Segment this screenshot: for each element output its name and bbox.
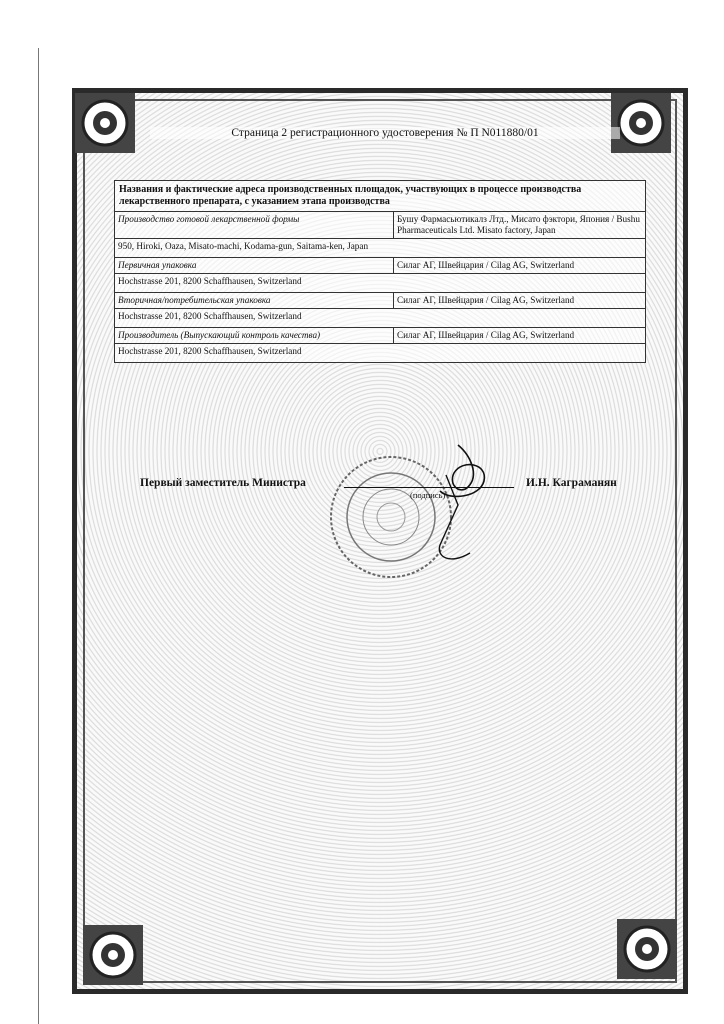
table-row [115,258,646,274]
signature-caption: (подпись) [410,490,446,500]
corner-ornament-bottom-left [80,922,146,988]
company-cell: Силаг АГ, Швейцария / Cilag AG, Switzerland [394,328,646,344]
address-cell: Hochstrasse 201, 8200 Schaffhausen, Switzerland [115,309,646,328]
handwritten-signature [410,435,500,575]
table-row [115,274,646,293]
table-row [115,212,646,239]
address-cell: 950, Hiroki, Oaza, Misato-machi, Kodama-gun, Saitama-ken, Japan [115,239,646,258]
page-margin-line [38,48,39,1024]
table-header: Названия и фактические адреса производственных площадок, участвующих в процессе производства лекарственного препарата, с указанием этапа производства [115,181,646,212]
signer-name: И.Н. Каграманян [526,477,617,489]
production-sites-table [114,180,646,363]
table-row [115,239,646,258]
table-row [115,328,646,344]
address-cell: Hochstrasse 201, 8200 Schaffhausen, Switzerland [115,344,646,363]
signer-title: Первый заместитель Министра [140,477,306,489]
table-row [115,344,646,363]
table-header-row [115,181,646,212]
corner-ornament-bottom-right [614,916,680,982]
table-row [115,309,646,328]
corner-ornament-top-right [608,90,674,156]
stage-cell: Вторичная/потребительская упаковка [115,293,394,309]
table-row [115,293,646,309]
address-cell: Hochstrasse 201, 8200 Schaffhausen, Switzerland [115,274,646,293]
company-cell: Бушу Фармасьютикалз Лтд., Мисато фэктори, Япония / Bushu Pharmaceuticals Ltd. Misato factory, Japan [394,212,646,239]
stage-cell: Производитель (Выпускающий контроль качества) [115,328,394,344]
stage-cell: Производство готовой лекарственной формы [115,212,394,239]
company-cell: Силаг АГ, Швейцария / Cilag AG, Switzerland [394,258,646,274]
stage-cell: Первичная упаковка [115,258,394,274]
page-heading: Страница 2 регистрационного удостоверения № П N011880/01 [150,127,620,139]
corner-ornament-top-left [72,90,138,156]
company-cell: Силаг АГ, Швейцария / Cilag AG, Switzerland [394,293,646,309]
